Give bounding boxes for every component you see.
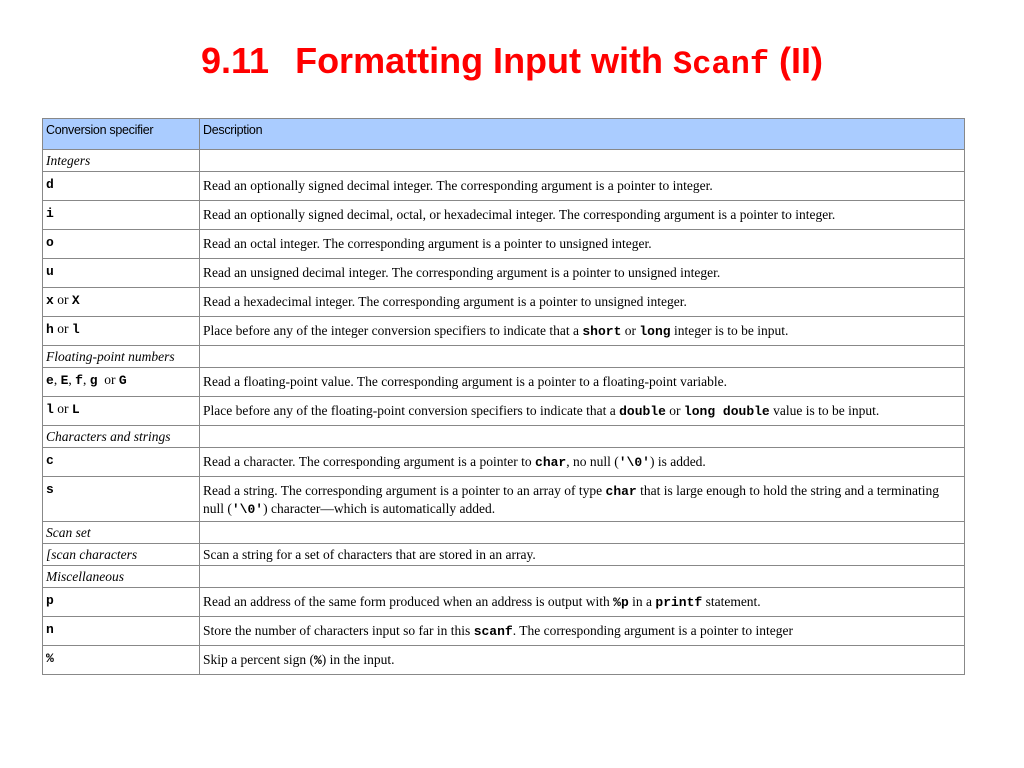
section-row-floating-point [43, 346, 965, 368]
description-part: Read a string. The corresponding argument is a pointer to an array of type [203, 483, 606, 498]
description-part: statement. [702, 594, 761, 609]
table-row [43, 317, 965, 346]
specifier-code: d [46, 177, 54, 192]
description-part: Place before any of the integer conversion specifiers to indicate that a [203, 323, 583, 338]
conversion-specifier-table [42, 118, 965, 675]
empty-cell [200, 150, 965, 172]
table-row [43, 259, 965, 288]
inline-code: long [639, 324, 671, 339]
table-row [43, 172, 965, 201]
description-part: Place before any of the floating-point conversion specifiers to indicate that a [203, 403, 620, 418]
empty-cell [200, 522, 965, 544]
description-text: Read a hexadecimal integer. The corresponding argument is a pointer to unsigned integer. [203, 294, 687, 309]
specifier-cell [43, 646, 200, 675]
inline-code: %p [613, 595, 629, 610]
specifier-code: l [71, 322, 80, 337]
description-part: or [621, 323, 640, 338]
table-row [43, 646, 965, 675]
description-part: Store the number of characters input so far in this [203, 623, 474, 638]
table-row [43, 477, 965, 522]
section-label: Integers [43, 150, 200, 172]
inline-code: char [535, 455, 567, 470]
description-text [203, 320, 788, 340]
separator-text: , [53, 372, 61, 387]
specifier-cell [43, 368, 200, 397]
description-cell [200, 368, 965, 397]
description-cell [200, 588, 965, 617]
specifier-cell [43, 317, 200, 346]
description-part: Skip a percent sign ( [203, 652, 314, 667]
specifier-code: c [46, 453, 54, 468]
section-label: Scan set [43, 522, 200, 544]
specifier-code: i [46, 206, 54, 221]
inline-code: short [582, 324, 622, 339]
table-row [43, 448, 965, 477]
specifier-code: u [46, 264, 54, 279]
description-cell [200, 230, 965, 259]
inline-code: '\0' [618, 455, 650, 470]
description-cell [200, 317, 965, 346]
description-cell [200, 259, 965, 288]
description-text [203, 400, 879, 420]
empty-cell [200, 346, 965, 368]
or-text: or [53, 292, 72, 307]
description-cell [200, 477, 965, 522]
specifier-code: e [46, 373, 54, 388]
specifier-code: f [75, 373, 83, 388]
specifier-cell [43, 588, 200, 617]
table-row [43, 288, 965, 317]
slide-title [0, 40, 1024, 83]
table-row [43, 397, 965, 426]
description-part: ) in the input. [321, 652, 395, 667]
description-text [203, 591, 761, 611]
description-text: Read an optionally signed decimal, octal, or hexadecimal integer. The corresponding argument is a pointer to integer. [203, 207, 836, 222]
specifier-cell: [scan characters [43, 544, 200, 566]
inline-code: long double [683, 404, 770, 419]
description-text: Read an octal integer. The corresponding argument is a pointer to unsigned integer. [203, 236, 652, 251]
table-row [43, 230, 965, 259]
specifier-code: g [89, 373, 98, 388]
separator-text: , [68, 372, 76, 387]
title-suffix: (II) [769, 40, 824, 81]
specifier-code: s [46, 482, 54, 497]
empty-cell [200, 566, 965, 588]
specifier-code: E [60, 373, 69, 388]
separator-text: , [82, 372, 90, 387]
description-part: . The corresponding argument is a pointer to integer [512, 623, 794, 638]
description-part: ) is added. [649, 454, 706, 469]
specifier-cell [43, 172, 200, 201]
section-row-miscellaneous [43, 566, 965, 588]
section-row-scan-set [43, 522, 965, 544]
table-row [43, 201, 965, 230]
specifier-code: X [71, 293, 80, 308]
section-row-characters-strings [43, 426, 965, 448]
specifier-code: h [46, 322, 54, 337]
specifier-cell [43, 477, 200, 522]
description-text: Read a floating-point value. The corresponding argument is a pointer to a floating-point variable. [203, 374, 727, 389]
specifier-cell [43, 288, 200, 317]
specifier-code: x [46, 293, 54, 308]
specifier-code: G [118, 373, 127, 388]
specifier-code: p [46, 593, 54, 608]
description-text [203, 480, 961, 518]
description-text: Read an optionally signed decimal integer. The corresponding argument is a pointer to integer. [203, 178, 713, 193]
description-cell [200, 646, 965, 675]
specifier-cell [43, 448, 200, 477]
description-cell [200, 288, 965, 317]
title-text: Formatting Input with [295, 40, 674, 81]
description-cell [200, 201, 965, 230]
table-row [43, 617, 965, 646]
specifier-code: % [46, 651, 54, 666]
description-part: Read a character. The corresponding argument is a pointer to [203, 454, 536, 469]
specifier-code: o [46, 235, 54, 250]
table-header-row [43, 119, 965, 150]
table-row [43, 588, 965, 617]
header-conversion-specifier: Conversion specifier [43, 119, 200, 150]
inline-code: % [313, 653, 322, 668]
description-part: value is to be input. [769, 403, 880, 418]
section-label: Floating-point numbers [43, 346, 200, 368]
table-row [43, 368, 965, 397]
description-cell [200, 617, 965, 646]
specifier-code: n [46, 622, 54, 637]
table-row [43, 544, 965, 566]
header-description: Description [200, 119, 965, 150]
empty-cell [200, 426, 965, 448]
section-row-integers [43, 150, 965, 172]
description-cell [200, 397, 965, 426]
title-number: 9.11 [200, 40, 270, 81]
section-label: Miscellaneous [43, 566, 200, 588]
inline-code: printf [655, 595, 703, 610]
specifier-cell [43, 230, 200, 259]
specifier-cell [43, 617, 200, 646]
description-text [203, 620, 793, 640]
description-text [203, 649, 395, 669]
inline-code: char [605, 484, 637, 499]
specifier-cell [43, 259, 200, 288]
inline-code: '\0' [231, 502, 264, 517]
description-cell [200, 172, 965, 201]
title-code: Scanf [673, 46, 770, 83]
or-text: or [53, 401, 72, 416]
inline-code: double [619, 404, 666, 419]
description-cell: Scan a string for a set of characters that are stored in an array. [200, 544, 965, 566]
specifier-code: L [71, 402, 80, 417]
description-part: or [665, 403, 684, 418]
description-cell [200, 448, 965, 477]
description-text [203, 451, 706, 471]
or-text: or [97, 372, 119, 387]
or-text: or [53, 321, 72, 336]
description-part: Read an address of the same form produced when an address is output with [203, 594, 614, 609]
description-part: in a [628, 594, 656, 609]
description-part: ) character—which is automatically added. [263, 501, 496, 516]
specifier-cell [43, 397, 200, 426]
description-text: Read an unsigned decimal integer. The corresponding argument is a pointer to unsigned integer. [203, 265, 721, 280]
description-part: that is large enough to hold the string and a terminating null ( [203, 483, 940, 516]
description-part: , no null ( [566, 454, 619, 469]
specifier-code: l [46, 402, 54, 417]
inline-code: scanf [473, 624, 513, 639]
specifier-cell [43, 201, 200, 230]
section-label: Characters and strings [43, 426, 200, 448]
description-part: integer is to be input. [670, 323, 789, 338]
